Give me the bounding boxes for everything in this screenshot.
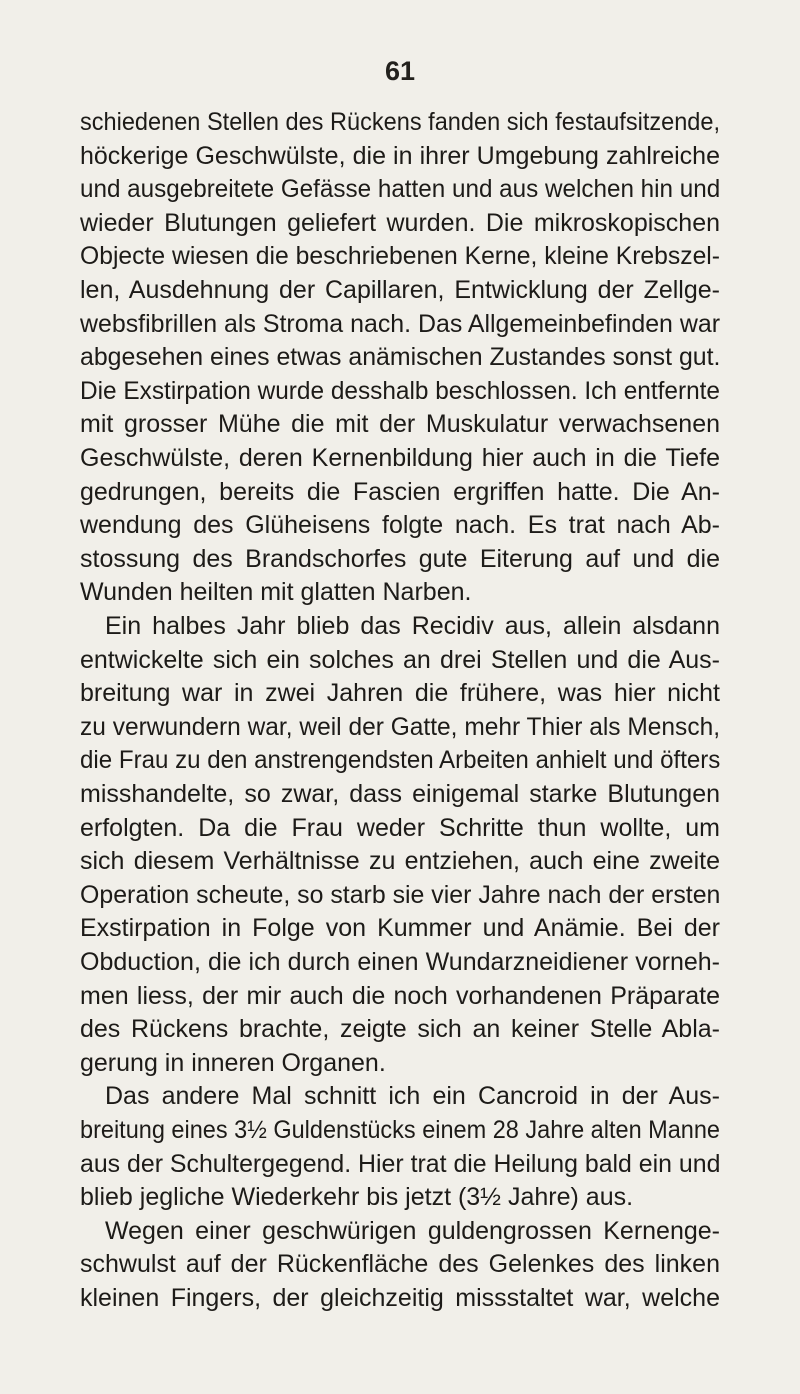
text-line: des Rückens brachte, zeigte sich an keiner Stelle Abla- — [80, 1015, 720, 1044]
text-line: Wunden heilten mit glatten Narben. — [80, 578, 472, 607]
text-line: die Frau zu den anstrengendsten Arbeiten anhielt und öfters — [80, 746, 721, 775]
text-line: Geschwülste, deren Kernenbildung hier auch in die Tiefe — [80, 444, 720, 472]
text-line: wieder Blutungen geliefert wurden. Die mikroskopischen — [80, 208, 720, 237]
text-line: Ein halbes Jahr blieb das Recidiv aus, allein alsdann — [105, 612, 720, 640]
text-line: erfolgten. Da die Frau weder Schritte thun wollte, um — [80, 813, 720, 842]
text-line: breitung war in zwei Jahren die frühere, was hier nicht — [80, 679, 720, 708]
text-line: zu verwundern war, weil der Gatte, mehr Thier als Mensch, — [80, 712, 721, 741]
text-line: gerung in inneren Organen. — [80, 1048, 386, 1077]
text-line: mit grosser Mühe die mit der Muskulatur verwachsenen — [80, 410, 720, 439]
text-line: men liess, der mir auch die noch vorhandenen Präparate — [80, 981, 720, 1010]
text-line: len, Ausdehnung der Capillaren, Entwicklung der Zellge- — [80, 276, 720, 304]
text-line: Obduction, die ich durch einen Wundarzneidiener vorneh- — [80, 948, 720, 976]
text-line: websfibrillen als Stroma nach. Das Allgemeinbefinden war — [80, 309, 721, 338]
text-line: höckerige Geschwülste, die in ihrer Umgebung zahlreiche — [80, 141, 720, 170]
text-line: Die Exstirpation wurde desshalb beschlossen. Ich entfernte — [80, 376, 720, 405]
text-line: wendung des Glüheisens folgte nach. Es trat nach Ab- — [80, 511, 720, 540]
text-line: blieb jegliche Wiederkehr bis jetzt (3½ Jahre) aus. — [80, 1183, 634, 1212]
text-line: und ausgebreitete Gefässe hatten und aus welchen hin und — [80, 175, 721, 204]
text-line: sich diesem Verhältnisse zu entziehen, auch eine zweite — [80, 847, 720, 876]
text-line: Exstirpation in Folge von Kummer und Anämie. Bei der — [80, 914, 720, 943]
text-line: stossung des Brandschorfes gute Eiterung auf und die — [80, 544, 720, 573]
text-line: misshandelte, so zwar, dass einigemal starke Blutungen — [80, 780, 720, 808]
text-line: aus der Schultergegend. Hier trat die Heilung bald ein und — [80, 1149, 721, 1178]
text-line: Operation scheute, so starb sie vier Jahre nach der ersten — [80, 880, 721, 909]
text-line: gedrungen, bereits die Fascien ergriffen hatte. Die An- — [80, 477, 720, 506]
text-line: entwickelte sich ein solches an drei Stellen und die Aus- — [80, 645, 720, 674]
text-line: kleinen Fingers, der gleichzeitig missstaltet war, welche — [80, 1284, 720, 1312]
text-line: breitung eines 3½ Guldenstücks einem 28 Jahre alten Manne — [80, 1116, 721, 1144]
text-line: abgesehen eines etwas anämischen Zustandes sonst gut. — [80, 343, 721, 372]
text-line: Wegen einer geschwürigen guldengrossen Kernenge- — [105, 1216, 720, 1245]
text-line: schwulst auf der Rückenfläche des Gelenkes des linken — [80, 1250, 720, 1279]
text-line: Objecte wiesen die beschriebenen Kerne, kleine Krebszel- — [80, 242, 721, 271]
page-number: 61 — [384, 56, 416, 86]
text-line: Das andere Mal schnitt ich ein Cancroid in der Aus- — [105, 1082, 720, 1111]
text-line: schiedenen Stellen des Rückens fanden sich festaufsitzende, — [80, 108, 721, 136]
